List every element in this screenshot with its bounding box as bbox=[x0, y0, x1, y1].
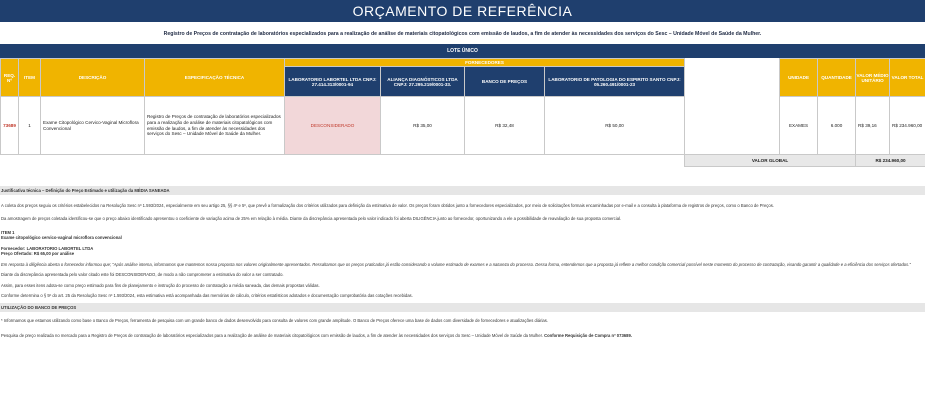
item-desc-text: Exame citopológico cervico-vaginal microflora convencional bbox=[1, 235, 122, 241]
req-number: 73689 bbox=[1, 97, 19, 155]
global-value: R$ 234.960,00 bbox=[856, 155, 925, 167]
item-description: Exame Citopológico Cervico-Vaginal Microflora Convencional bbox=[41, 97, 145, 155]
table-row bbox=[1, 97, 925, 155]
supplier-header: ALIANÇA DIAGNÓSTICOS LTDA CNPJ: 27.295.219/0001-33. bbox=[381, 67, 465, 97]
col-quantidade: QUANTIDADE bbox=[818, 59, 856, 97]
price-supplier-4: R$ 50,00 bbox=[545, 97, 685, 155]
paragraph: Da amostragem de preços coletada identificou-se que o preço abaixo identificado apresentou o coeficiente de variação acima de 25% em relação à média. Diante da discrepância apresentada pelo valor indicado foi aberta DILIGÊNCIA junto ao fornecedor, oportunizando a ele a possibilidade de reavaliação de sua proposta comercial. bbox=[1, 216, 622, 222]
item-number: 1 bbox=[19, 97, 41, 155]
page-title: ORÇAMENTO DE REFERÊNCIA bbox=[0, 0, 925, 22]
paragraph-text: Pesquisa de preço realizada no mercado para a Registro de Preços de contratação de laboratórios especializados para a realização de análise de materiais citopatológicos com emissão de laudos, a fim de atender às necessidades dos serviços do Sesc – Unidade Móvel de Saúde da Mulher. bbox=[1, 332, 543, 338]
price-supplier-3: R$ 32,48 bbox=[465, 97, 545, 155]
paragraph: A coleta dos preços seguiu os critérios estabelecidos na Resolução Sesc nº 1.593/2024, especialmente em seu artigo 25, §§ 4º e 5º, que prevê a formalização dos critérios utilizados para definição da estimativa de valor. Os preços foram obtidos junto a fornecedores especializados, por meio de solicitações formais encaminhadas por e-mail e a consulta à plataforma de registros de preços, como o Banco de Preços. bbox=[1, 203, 774, 208]
price-supplier-2: R$ 35,00 bbox=[381, 97, 465, 155]
col-valor-total: VALOR TOTAL bbox=[890, 59, 925, 97]
budget-table bbox=[0, 58, 925, 167]
col-fornecedores: FORNECEDORES bbox=[285, 59, 685, 67]
banco-precos-heading: UTILIZAÇÃO DO BANCO DE PREÇOS bbox=[0, 303, 925, 312]
item-unit: EXAMES bbox=[780, 97, 818, 155]
col-unidade: UNIDADE bbox=[780, 59, 818, 97]
supplier-header: LABORATORIO LABORTEL LTDA CNPJ: 27.414.313/0001-94 bbox=[285, 67, 381, 97]
col-descricao: DESCRIÇÃO bbox=[41, 59, 145, 97]
item-label: ITEM 1 bbox=[1, 229, 15, 235]
price-line: Preço Ofertado: R$ 65,00 por análise bbox=[1, 251, 75, 257]
paragraph: Em resposta à diligência aberta o fornecedor informou que; "Após análise interna, informamos que mantemos nossa proposta nos valores originalmente apresentados. Ressaltamos que os preços praticados já estão considerando o volume estimado de exames e a natureza do processo. Dessa forma, entendemos que a proposta já reflete a melhor condição comercial possível neste momento do processo de contratação, visando garantir a qualidade e a eficiência dos serviços ofertados." bbox=[1, 261, 911, 267]
col-req: REQ. Nº bbox=[1, 59, 19, 97]
requisition-ref: Conforme Requisição de Compra nº 073689. bbox=[544, 332, 632, 338]
paragraph: * Informamos que estamos utilizando como base o Banco de Preços, ferramenta de pesquisa com um grande banco de dados desenvolvido para consulta de valores com grande amplitude. O Banco de Preços oferece uma base de dados com diversidade de fornecedores e atualizações diárias. bbox=[1, 317, 549, 323]
supplier-header: BANCO DE PREÇOS bbox=[465, 67, 545, 97]
paragraph: Diante da discrepância apresentada pelo valor citado este foi DESCONSIDERADO, de modo a não comprometer a estimativa do valor a ser contratado. bbox=[1, 272, 284, 278]
price-supplier-1: DESCONSIDERADO bbox=[285, 97, 381, 155]
page-subtitle: Registro de Preços de contratação de laboratórios especializados para a realização de análise de materiais citopatológicos com emissão de laudos, a fim de atender às necessidades dos serviços do Sesc – Unidade Móvel de Saúde da Mulher. bbox=[163, 31, 762, 37]
col-valor-medio: VALOR MÉDIO UNITÁRIO bbox=[856, 59, 890, 97]
item-total: R$ 234.960,00 bbox=[890, 97, 925, 155]
supplier-header: LABORATORIO DE PATOLOGIA DO ESPIRITO SANTO CNPJ: 05.260.491/0001-23 bbox=[545, 67, 685, 97]
paragraph bbox=[0, 333, 925, 338]
justification-section bbox=[0, 186, 925, 338]
paragraph: Assim, para esses itens adota-se como preço estimado para fins de planejamento e instrução do processo de contratação a média saneada, das demais propostas válidas. bbox=[1, 282, 320, 288]
item-specification: Registro de Preços de contratação de laboratórios especializados para a realização de análise de materiais citopatológicos com emissão de laudos, a fim de atender às necessidades dos serviços do Sesc – Unidade Móvel de Saúde da Mulher. bbox=[145, 97, 285, 155]
item-avg-price: R$ 39,16 bbox=[856, 97, 890, 155]
paragraph: Conforme determina o § 5º do art. 25 da Resolução Sesc nº 1.593/2024, esta estimativa está acompanhada das memórias de cálculo, critérios estatísticos adotados e documentação comprobatória das cotações recebidas. bbox=[1, 293, 413, 299]
col-especificacao: ESPECIFICAÇÃO TÉCNICA bbox=[145, 59, 285, 97]
col-item: ITEM bbox=[19, 59, 41, 97]
justification-heading: Justificativa técnica – Definição do Preço Estimado e utilização da MÉDIA SANEADA bbox=[0, 186, 925, 195]
supplier-line: Fornecedor: LABORATORIO LABORTEL LTDA bbox=[1, 245, 94, 251]
global-value-label: VALOR GLOBAL bbox=[685, 155, 856, 167]
lote-banner: LOTE ÚNICO bbox=[0, 44, 925, 58]
item-quantity: 6.000 bbox=[818, 97, 856, 155]
